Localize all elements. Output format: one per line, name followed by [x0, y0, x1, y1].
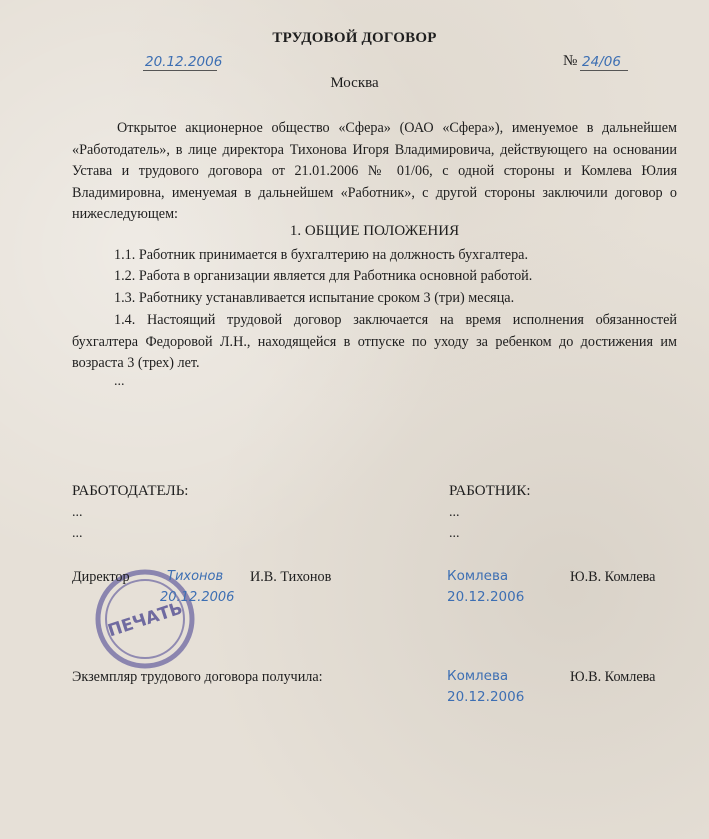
director-label: Директор	[72, 569, 130, 585]
clause-1-2: 1.2. Работа в организации является для Работника основной работой.	[114, 268, 533, 284]
city: Москва	[330, 75, 379, 91]
clause-1-3: 1.3. Работнику устанавливается испытание сроком 3 (три) месяца.	[114, 290, 515, 306]
section-title: 1. ОБЩИЕ ПОЛОЖЕНИЯ	[289, 223, 460, 239]
stamp-text: ПЕЧАТЬ	[105, 598, 186, 642]
clause-1-1: 1.1. Работник принимается в бухгалтерию на должность бухгалтера.	[114, 247, 529, 263]
intro-paragraph: Открытое акционерное общество «Сфера» (ОАО «Сфера»), именуемое в дальнейшем «Работодатель», в лице директора Тихонова Игоря Владимировича, действующего на основании Устава и трудового договора от 21.01.2006 № 01/06, с одной стороны и Комлева Юлия Владимировна, именуемая в дальнейшем «Работник», с другой стороны заключили договор о нижеследующем:	[72, 120, 677, 222]
contract-number: 24/06	[580, 54, 628, 71]
document-title: ТРУДОВОЙ ДОГОВОР	[272, 30, 437, 46]
employer-label: РАБОТОДАТЕЛЬ:	[72, 483, 189, 499]
employee-ellipsis-1: ...	[449, 505, 460, 520]
contract-date: 20.12.2006	[145, 54, 223, 70]
employee-label: РАБОТНИК:	[449, 483, 531, 499]
employer-ellipsis-1: ...	[72, 505, 83, 520]
director-date: 20.12.2006	[160, 590, 235, 605]
number-sign: №	[563, 53, 578, 69]
director-name: И.В. Тихонов	[250, 569, 332, 585]
clause-1-4: 1.4. Настоящий трудовой договор заключается на время исполнения обязанностей бухгалтера Федоровой Л.Н., находящейся в отпуске по уходу за ребенком до достижения им возраста 3 (трех) лет.	[72, 312, 677, 371]
director-signature: Тихонов	[167, 569, 224, 584]
copy-date: 20.12.2006	[447, 689, 525, 705]
employee-signature: Комлева	[447, 568, 509, 584]
employee-name: Ю.В. Комлева	[570, 569, 656, 585]
employee-date: 20.12.2006	[447, 589, 525, 605]
employee-ellipsis-2: ...	[449, 526, 460, 541]
ellipsis: ...	[114, 374, 125, 389]
copy-name: Ю.В. Комлева	[570, 669, 656, 685]
employer-ellipsis-2: ...	[72, 526, 83, 541]
copy-signature: Комлева	[447, 668, 509, 684]
copy-received-label: Экземпляр трудового договора получила:	[72, 669, 323, 685]
